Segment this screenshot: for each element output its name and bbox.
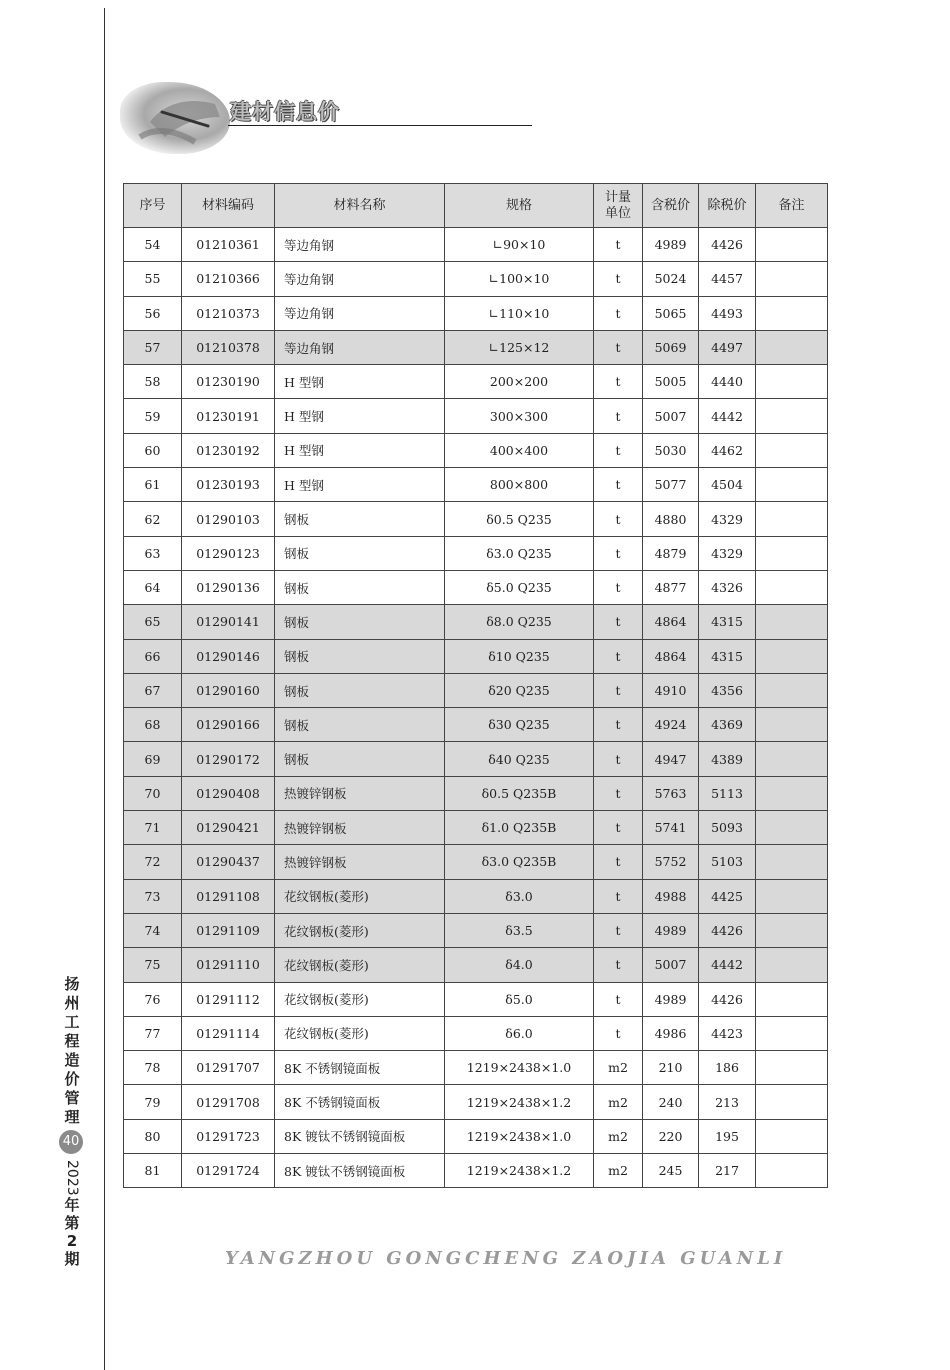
table-row xyxy=(124,948,828,982)
cell-note xyxy=(756,399,828,433)
cell-no: 54 xyxy=(124,228,182,262)
cell-unit: t xyxy=(594,330,643,364)
cell-tax-price: 5741 xyxy=(643,811,699,845)
cell-notax-price: 195 xyxy=(699,1119,756,1153)
cell-tax-price: 5065 xyxy=(643,296,699,330)
cell-spec: δ0.5 Q235 xyxy=(445,502,594,536)
cell-notax-price: 4504 xyxy=(699,468,756,502)
cell-spec: 800×800 xyxy=(445,468,594,502)
cell-code: 01290123 xyxy=(182,536,275,570)
col-header-tax-price: 含税价 xyxy=(643,184,699,228)
footer-journal-latin: YANGZHOU GONGCHENG ZAOJIA GUANLI xyxy=(225,1248,787,1269)
cell-code: 01230191 xyxy=(182,399,275,433)
cell-no: 55 xyxy=(124,262,182,296)
cell-unit: t xyxy=(594,433,643,467)
table-row xyxy=(124,1119,828,1153)
cell-code: 01290166 xyxy=(182,708,275,742)
cell-code: 01210373 xyxy=(182,296,275,330)
cell-spec: 1219×2438×1.2 xyxy=(445,1085,594,1119)
cell-notax-price: 186 xyxy=(699,1051,756,1085)
cell-code: 01291109 xyxy=(182,913,275,947)
table-row xyxy=(124,742,828,776)
cell-notax-price: 5113 xyxy=(699,776,756,810)
col-header-no: 序号 xyxy=(124,184,182,228)
cell-code: 01230190 xyxy=(182,365,275,399)
cell-tax-price: 4989 xyxy=(643,913,699,947)
cell-note xyxy=(756,1051,828,1085)
cell-unit: t xyxy=(594,879,643,913)
cell-unit: t xyxy=(594,399,643,433)
cell-unit: t xyxy=(594,1016,643,1050)
cell-spec: ∟125×12 xyxy=(445,330,594,364)
cell-spec: ∟90×10 xyxy=(445,228,594,262)
cell-spec: ∟100×10 xyxy=(445,262,594,296)
cell-tax-price: 5005 xyxy=(643,365,699,399)
cell-name: H 型钢 xyxy=(275,399,445,433)
issue-char: 2023 xyxy=(64,1160,80,1196)
header-rule xyxy=(228,125,532,126)
cell-no: 60 xyxy=(124,433,182,467)
cell-code: 01291724 xyxy=(182,1154,275,1188)
table-row xyxy=(124,228,828,262)
cell-spec: δ3.0 Q235 xyxy=(445,536,594,570)
cell-name: 8K 镀钛不锈钢镜面板 xyxy=(275,1154,445,1188)
cell-no: 74 xyxy=(124,913,182,947)
table-row xyxy=(124,1016,828,1050)
cell-unit: t xyxy=(594,639,643,673)
cell-tax-price: 4864 xyxy=(643,605,699,639)
cell-tax-price: 5030 xyxy=(643,433,699,467)
cell-spec: 1219×2438×1.0 xyxy=(445,1051,594,1085)
price-table xyxy=(123,183,828,1188)
cell-name: 等边角钢 xyxy=(275,330,445,364)
pen-hand-icon xyxy=(120,82,230,154)
cell-unit: t xyxy=(594,982,643,1016)
cell-notax-price: 4497 xyxy=(699,330,756,364)
cell-spec: δ20 Q235 xyxy=(445,673,594,707)
cell-tax-price: 240 xyxy=(643,1085,699,1119)
cell-tax-price: 220 xyxy=(643,1119,699,1153)
cell-name: 花纹钢板(菱形) xyxy=(275,948,445,982)
cell-note xyxy=(756,708,828,742)
table-row xyxy=(124,330,828,364)
cell-unit: t xyxy=(594,948,643,982)
cell-unit: t xyxy=(594,228,643,262)
cell-name: 花纹钢板(菱形) xyxy=(275,879,445,913)
col-header-note: 备注 xyxy=(756,184,828,228)
journal-title-char: 程 xyxy=(64,1032,80,1050)
cell-note xyxy=(756,1085,828,1119)
cell-spec: δ10 Q235 xyxy=(445,639,594,673)
hand-writing-photo xyxy=(120,82,230,154)
cell-no: 64 xyxy=(124,570,182,604)
cell-no: 80 xyxy=(124,1119,182,1153)
cell-note xyxy=(756,262,828,296)
cell-code: 01210366 xyxy=(182,262,275,296)
cell-note xyxy=(756,845,828,879)
cell-name: H 型钢 xyxy=(275,365,445,399)
cell-note xyxy=(756,570,828,604)
cell-no: 73 xyxy=(124,879,182,913)
cell-notax-price: 4457 xyxy=(699,262,756,296)
table-row xyxy=(124,570,828,604)
cell-spec: 1219×2438×1.2 xyxy=(445,1154,594,1188)
cell-note xyxy=(756,433,828,467)
cell-note xyxy=(756,913,828,947)
cell-no: 69 xyxy=(124,742,182,776)
cell-notax-price: 4493 xyxy=(699,296,756,330)
journal-title-char: 扬 xyxy=(64,975,80,993)
cell-notax-price: 4440 xyxy=(699,365,756,399)
cell-note xyxy=(756,228,828,262)
table-row xyxy=(124,845,828,879)
table-row xyxy=(124,913,828,947)
cell-spec: 200×200 xyxy=(445,365,594,399)
cell-note xyxy=(756,639,828,673)
cell-code: 01230193 xyxy=(182,468,275,502)
cell-no: 70 xyxy=(124,776,182,810)
cell-unit: m2 xyxy=(594,1085,643,1119)
issue-char: 期 xyxy=(64,1249,80,1268)
cell-no: 56 xyxy=(124,296,182,330)
cell-code: 01291723 xyxy=(182,1119,275,1153)
cell-note xyxy=(756,1119,828,1153)
issue-char: 第 xyxy=(64,1213,80,1232)
cell-tax-price: 5069 xyxy=(643,330,699,364)
cell-spec: ∟110×10 xyxy=(445,296,594,330)
cell-notax-price: 5093 xyxy=(699,811,756,845)
journal-title-char: 管 xyxy=(64,1089,80,1107)
journal-title-char: 价 xyxy=(64,1070,80,1088)
cell-name: 钢板 xyxy=(275,502,445,536)
col-header-code: 材料编码 xyxy=(182,184,275,228)
cell-unit: t xyxy=(594,742,643,776)
cell-spec: δ6.0 xyxy=(445,1016,594,1050)
cell-no: 76 xyxy=(124,982,182,1016)
cell-unit: t xyxy=(594,845,643,879)
cell-notax-price: 4425 xyxy=(699,879,756,913)
issue-char: 年 xyxy=(64,1195,80,1214)
cell-spec: δ5.0 xyxy=(445,982,594,1016)
cell-no: 77 xyxy=(124,1016,182,1050)
cell-note xyxy=(756,1016,828,1050)
cell-note xyxy=(756,673,828,707)
cell-name: 钢板 xyxy=(275,639,445,673)
journal-title-char: 州 xyxy=(64,994,80,1012)
cell-tax-price: 5763 xyxy=(643,776,699,810)
table-row xyxy=(124,776,828,810)
cell-spec: δ40 Q235 xyxy=(445,742,594,776)
cell-no: 78 xyxy=(124,1051,182,1085)
cell-no: 72 xyxy=(124,845,182,879)
cell-unit: t xyxy=(594,262,643,296)
cell-spec: δ3.0 xyxy=(445,879,594,913)
cell-unit: m2 xyxy=(594,1154,643,1188)
cell-name: 钢板 xyxy=(275,708,445,742)
cell-code: 01290408 xyxy=(182,776,275,810)
cell-notax-price: 4315 xyxy=(699,605,756,639)
table-row xyxy=(124,468,828,502)
cell-note xyxy=(756,879,828,913)
cell-unit: t xyxy=(594,605,643,639)
table-row xyxy=(124,811,828,845)
cell-note xyxy=(756,330,828,364)
cell-tax-price: 4947 xyxy=(643,742,699,776)
cell-spec: δ8.0 Q235 xyxy=(445,605,594,639)
cell-notax-price: 4389 xyxy=(699,742,756,776)
cell-no: 67 xyxy=(124,673,182,707)
page-number-badge: 40 xyxy=(59,1130,83,1154)
journal-title-char: 理 xyxy=(64,1108,80,1126)
table-row xyxy=(124,433,828,467)
cell-notax-price: 5103 xyxy=(699,845,756,879)
cell-no: 58 xyxy=(124,365,182,399)
cell-spec: δ4.0 xyxy=(445,948,594,982)
cell-name: H 型钢 xyxy=(275,433,445,467)
cell-unit: t xyxy=(594,811,643,845)
table-row xyxy=(124,1051,828,1085)
cell-tax-price: 4989 xyxy=(643,228,699,262)
cell-note xyxy=(756,742,828,776)
cell-note xyxy=(756,982,828,1016)
cell-notax-price: 4315 xyxy=(699,639,756,673)
cell-tax-price: 5752 xyxy=(643,845,699,879)
cell-no: 62 xyxy=(124,502,182,536)
cell-notax-price: 4442 xyxy=(699,948,756,982)
cell-no: 65 xyxy=(124,605,182,639)
cell-notax-price: 4442 xyxy=(699,399,756,433)
cell-note xyxy=(756,776,828,810)
issue-label-vertical xyxy=(58,1160,86,1268)
cell-no: 81 xyxy=(124,1154,182,1188)
table-row xyxy=(124,1154,828,1188)
cell-unit: t xyxy=(594,468,643,502)
cell-tax-price: 4880 xyxy=(643,502,699,536)
cell-note xyxy=(756,605,828,639)
cell-name: 花纹钢板(菱形) xyxy=(275,982,445,1016)
cell-unit: m2 xyxy=(594,1051,643,1085)
cell-name: 热镀锌钢板 xyxy=(275,776,445,810)
cell-unit: t xyxy=(594,502,643,536)
cell-notax-price: 4426 xyxy=(699,228,756,262)
cell-tax-price: 4986 xyxy=(643,1016,699,1050)
cell-unit: t xyxy=(594,673,643,707)
cell-name: 等边角钢 xyxy=(275,296,445,330)
col-header-unit xyxy=(594,184,643,228)
cell-tax-price: 5077 xyxy=(643,468,699,502)
cell-note xyxy=(756,1154,828,1188)
cell-no: 71 xyxy=(124,811,182,845)
cell-code: 01291114 xyxy=(182,1016,275,1050)
table-row xyxy=(124,399,828,433)
cell-no: 79 xyxy=(124,1085,182,1119)
cell-tax-price: 4864 xyxy=(643,639,699,673)
col-header-name: 材料名称 xyxy=(275,184,445,228)
cell-name: 钢板 xyxy=(275,605,445,639)
cell-tax-price: 4877 xyxy=(643,570,699,604)
cell-note xyxy=(756,296,828,330)
cell-code: 01230192 xyxy=(182,433,275,467)
cell-notax-price: 4329 xyxy=(699,502,756,536)
cell-name: 8K 不锈钢镜面板 xyxy=(275,1085,445,1119)
cell-name: 8K 镀钛不锈钢镜面板 xyxy=(275,1119,445,1153)
cell-unit: m2 xyxy=(594,1119,643,1153)
cell-name: 热镀锌钢板 xyxy=(275,811,445,845)
cell-no: 66 xyxy=(124,639,182,673)
cell-note xyxy=(756,502,828,536)
cell-code: 01290421 xyxy=(182,811,275,845)
cell-no: 63 xyxy=(124,536,182,570)
cell-name: 钢板 xyxy=(275,742,445,776)
cell-code: 01290136 xyxy=(182,570,275,604)
cell-code: 01291110 xyxy=(182,948,275,982)
cell-tax-price: 245 xyxy=(643,1154,699,1188)
cell-name: 热镀锌钢板 xyxy=(275,845,445,879)
table-row xyxy=(124,536,828,570)
issue-char: 2 xyxy=(66,1231,78,1250)
cell-unit: t xyxy=(594,296,643,330)
cell-tax-price: 5007 xyxy=(643,948,699,982)
cell-notax-price: 4329 xyxy=(699,536,756,570)
cell-note xyxy=(756,365,828,399)
table-row xyxy=(124,502,828,536)
margin-rule xyxy=(104,8,105,1370)
cell-name: 钢板 xyxy=(275,536,445,570)
cell-name: 8K 不锈钢镜面板 xyxy=(275,1051,445,1085)
cell-name: 钢板 xyxy=(275,673,445,707)
cell-name: 等边角钢 xyxy=(275,262,445,296)
cell-unit: t xyxy=(594,776,643,810)
cell-no: 61 xyxy=(124,468,182,502)
table-row xyxy=(124,879,828,913)
cell-spec: δ3.5 xyxy=(445,913,594,947)
table-row xyxy=(124,982,828,1016)
table-row xyxy=(124,365,828,399)
cell-notax-price: 4369 xyxy=(699,708,756,742)
cell-code: 01210361 xyxy=(182,228,275,262)
cell-notax-price: 4356 xyxy=(699,673,756,707)
cell-note xyxy=(756,948,828,982)
cell-unit: t xyxy=(594,913,643,947)
cell-code: 01291708 xyxy=(182,1085,275,1119)
cell-spec: δ5.0 Q235 xyxy=(445,570,594,604)
table-row xyxy=(124,673,828,707)
cell-spec: 400×400 xyxy=(445,433,594,467)
cell-unit: t xyxy=(594,570,643,604)
cell-code: 01291108 xyxy=(182,879,275,913)
cell-code: 01290141 xyxy=(182,605,275,639)
cell-unit: t xyxy=(594,536,643,570)
cell-unit: t xyxy=(594,365,643,399)
cell-name: 花纹钢板(菱形) xyxy=(275,1016,445,1050)
cell-spec: 300×300 xyxy=(445,399,594,433)
section-title: 建材信息价 xyxy=(230,100,340,124)
col-header-notax-price: 除税价 xyxy=(699,184,756,228)
table-row xyxy=(124,1085,828,1119)
cell-notax-price: 4423 xyxy=(699,1016,756,1050)
table-row xyxy=(124,296,828,330)
cell-notax-price: 4426 xyxy=(699,982,756,1016)
cell-tax-price: 210 xyxy=(643,1051,699,1085)
cell-name: 钢板 xyxy=(275,570,445,604)
journal-title-char: 造 xyxy=(64,1051,80,1069)
cell-code: 01290146 xyxy=(182,639,275,673)
table-row xyxy=(124,708,828,742)
cell-tax-price: 4989 xyxy=(643,982,699,1016)
cell-no: 59 xyxy=(124,399,182,433)
cell-spec: δ0.5 Q235B xyxy=(445,776,594,810)
cell-notax-price: 213 xyxy=(699,1085,756,1119)
cell-name: 等边角钢 xyxy=(275,228,445,262)
cell-notax-price: 4326 xyxy=(699,570,756,604)
cell-tax-price: 4988 xyxy=(643,879,699,913)
cell-code: 01290103 xyxy=(182,502,275,536)
cell-spec: δ3.0 Q235B xyxy=(445,845,594,879)
cell-code: 01210378 xyxy=(182,330,275,364)
cell-note xyxy=(756,468,828,502)
cell-tax-price: 4910 xyxy=(643,673,699,707)
cell-name: 花纹钢板(菱形) xyxy=(275,913,445,947)
cell-code: 01291707 xyxy=(182,1051,275,1085)
cell-tax-price: 5024 xyxy=(643,262,699,296)
col-header-unit-label: 计量单位 xyxy=(604,189,631,221)
cell-code: 01290437 xyxy=(182,845,275,879)
cell-name: H 型钢 xyxy=(275,468,445,502)
cell-no: 68 xyxy=(124,708,182,742)
cell-note xyxy=(756,811,828,845)
cell-unit: t xyxy=(594,708,643,742)
journal-title-vertical xyxy=(58,975,86,1127)
cell-code: 01291112 xyxy=(182,982,275,1016)
table-row xyxy=(124,605,828,639)
table-header-row xyxy=(124,184,828,228)
table-row xyxy=(124,262,828,296)
cell-notax-price: 217 xyxy=(699,1154,756,1188)
cell-code: 01290160 xyxy=(182,673,275,707)
section-header xyxy=(120,78,540,158)
cell-notax-price: 4462 xyxy=(699,433,756,467)
cell-no: 75 xyxy=(124,948,182,982)
cell-code: 01290172 xyxy=(182,742,275,776)
cell-tax-price: 4879 xyxy=(643,536,699,570)
cell-spec: 1219×2438×1.0 xyxy=(445,1119,594,1153)
cell-notax-price: 4426 xyxy=(699,913,756,947)
cell-tax-price: 5007 xyxy=(643,399,699,433)
journal-title-char: 工 xyxy=(64,1013,80,1031)
cell-spec: δ30 Q235 xyxy=(445,708,594,742)
table-row xyxy=(124,639,828,673)
col-header-spec: 规格 xyxy=(445,184,594,228)
cell-tax-price: 4924 xyxy=(643,708,699,742)
cell-note xyxy=(756,536,828,570)
cell-no: 57 xyxy=(124,330,182,364)
cell-spec: δ1.0 Q235B xyxy=(445,811,594,845)
